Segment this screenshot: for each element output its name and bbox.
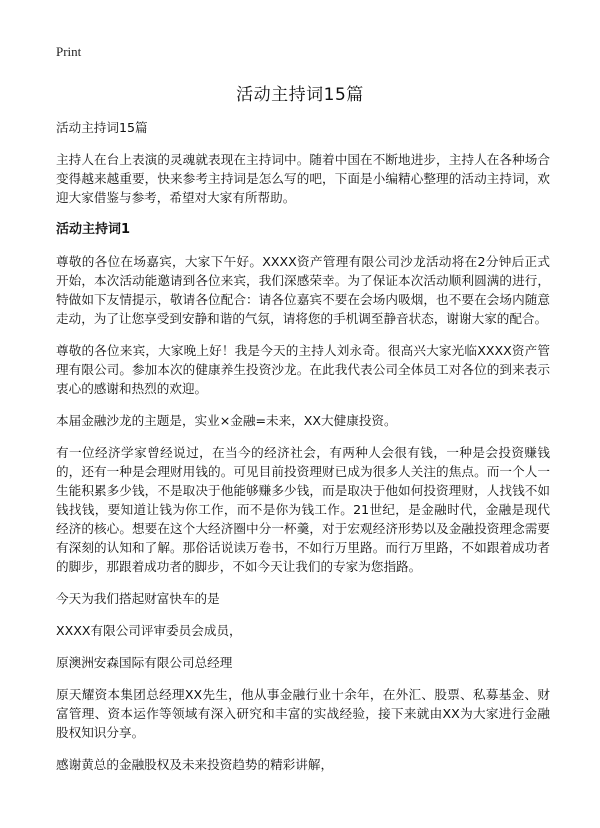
paragraph: 本届金融沙龙的主题是，实业×金融=未来，XX大健康投资。 bbox=[56, 413, 397, 428]
paragraph: 有一位经济学家曾经说过，在当今的经济社会，有两种人会很有钱，一种是会投资赚钱的，还有一种是会理财用钱的。可见目前投资理财已成为很多人关注的焦点。而一个人一生能积累多少钱，不是取决于他能够赚多少钱，而是取决于他如何投资理财，人找钱不如钱找钱，要知道让钱为你工作，而不是你为钱工作。21世纪，是金融时代，金融是现代经济的核心。想要在这个大经济圈中分一杯羹，对于宏观经济形势以及金融投资理念需要有深刻的认知和了解。那俗话说读万卷书，不如行万里路。而行万里路，不如跟着成功者的脚步，那跟着成功者的脚步，不如今天让我们的专家为您指路。 bbox=[56, 445, 550, 574]
paragraph: 原天耀资本集团总经理XX先生，他从事金融行业十余年，在外汇、股票、私募基金、财富管理、资本运作等领域有深入研究和丰富的实战经验，接下来就由XX为大家进行金融股权知识分享。 bbox=[56, 687, 550, 740]
paragraph: 今天为我们搭起财富快车的是 bbox=[56, 591, 220, 606]
paragraph: 感谢黄总的金融股权及未来投资趋势的精彩讲解， bbox=[56, 757, 334, 772]
paragraph: 尊敬的各位来宾，大家晚上好！我是今天的主持人刘永奇。很高兴大家光临XXXX资产管理有限公司。参加本次的健康养生投资沙龙。在此我代表公司全体员工对各位的到来表示衷心的感谢和热烈的欢迎。 bbox=[56, 343, 550, 396]
paragraph: XXXX有限公司评审委员会成员， bbox=[56, 623, 242, 638]
paragraph: 尊敬的各位在场嘉宾，大家下午好。XXXX资产管理有限公司沙龙活动将在2分钟后正式开始，本次活动能邀请到各位来宾，我们深感荣幸。为了保证本次活动顺利圆满的进行，特做如下友情提示，敬请各位配合：请各位嘉宾不要在会场内吸烟，也不要在会场内随意走动，为了让您享受到安静和谐的气氛，请将您的手机调至静音状态，谢谢大家的配合。 bbox=[56, 254, 550, 326]
section-title: 活动主持词1 bbox=[56, 222, 131, 237]
intro-heading: 活动主持词15篇 bbox=[56, 120, 148, 135]
print-link[interactable]: Print bbox=[56, 44, 82, 59]
document-body bbox=[56, 118, 550, 787]
document-title: 活动主持词15篇 bbox=[236, 85, 364, 105]
paragraph: 原澳洲安森国际有限公司总经理 bbox=[56, 655, 233, 670]
intro-paragraph: 主持人在台上表演的灵魂就表现在主持词中。随着中国在不断地进步，主持人在各种场合变得越来越重要，快来参考主持词是怎么写的吧，下面是小编精心整理的活动主持词，欢迎大家借鉴与参考，希望对大家有所帮助。 bbox=[56, 152, 550, 205]
